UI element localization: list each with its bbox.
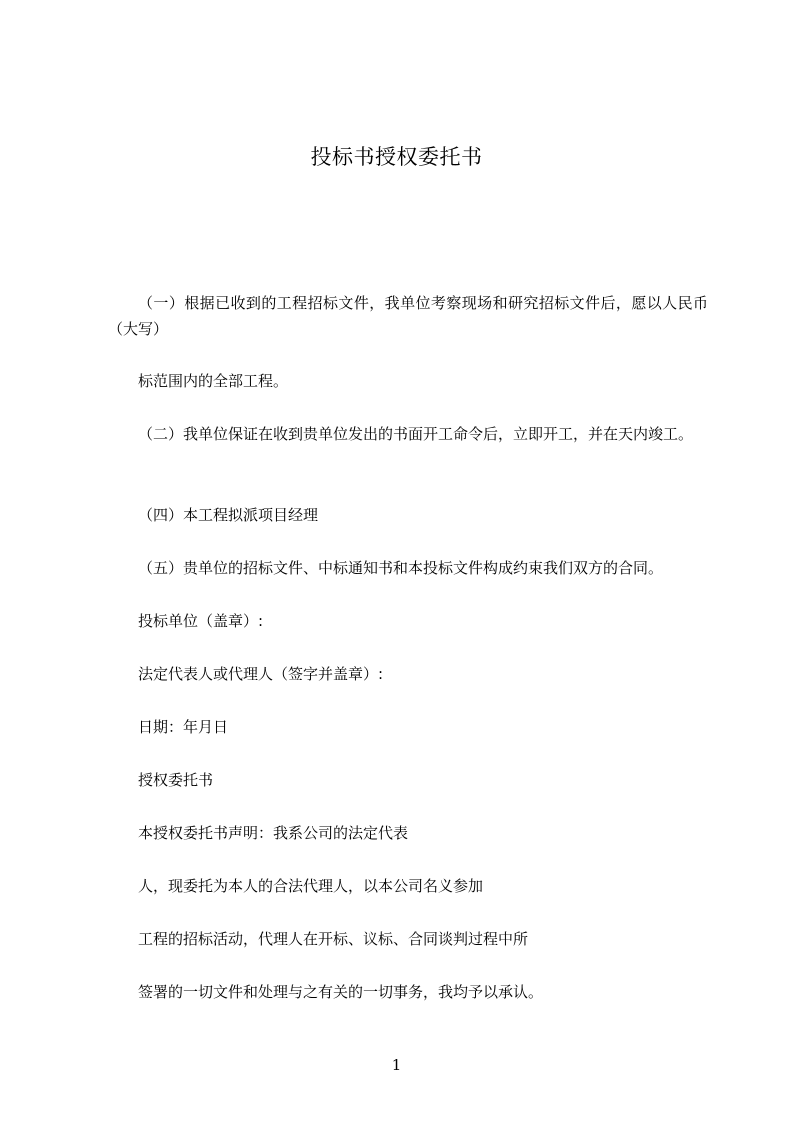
date-line: 日期：年月日: [138, 718, 229, 736]
paragraph-bid-scope: 标范围内的全部工程。: [138, 372, 289, 390]
paragraph-bid-price: （一）根据已收到的工程招标文件，我单位考察现场和研究招标文件后，愿以人民币（大写）: [108, 294, 708, 338]
paragraph-project-manager: （四）本工程拟派项目经理: [138, 506, 319, 524]
authorization-statement-2: 人，现委托为本人的合法代理人，以本公司名义参加: [138, 877, 484, 895]
authorization-statement-1: 本授权委托书声明：我系公司的法定代表: [138, 824, 409, 842]
page-number: 1: [391, 1056, 402, 1074]
authorization-statement-3: 工程的招标活动，代理人在开标、议标、合同谈判过程中所: [138, 930, 529, 948]
authorization-heading: 授权委托书: [138, 771, 214, 789]
paragraph-contract: （五）贵单位的招标文件、中标通知书和本投标文件构成约束我们双方的合同。: [138, 559, 664, 577]
bidder-seal-line: 投标单位（盖章）:: [138, 612, 264, 630]
legal-representative-line: 法定代表人或代理人（签字并盖章）:: [138, 665, 384, 683]
paragraph-start-work: （二）我单位保证在收到贵单位发出的书面开工命令后，立即开工，并在天内竣工。: [138, 425, 694, 443]
document-title: 投标书授权委托书: [310, 145, 483, 169]
authorization-statement-4: 签署的一切文件和处理与之有关的一切事务，我均予以承认。: [138, 983, 544, 1001]
